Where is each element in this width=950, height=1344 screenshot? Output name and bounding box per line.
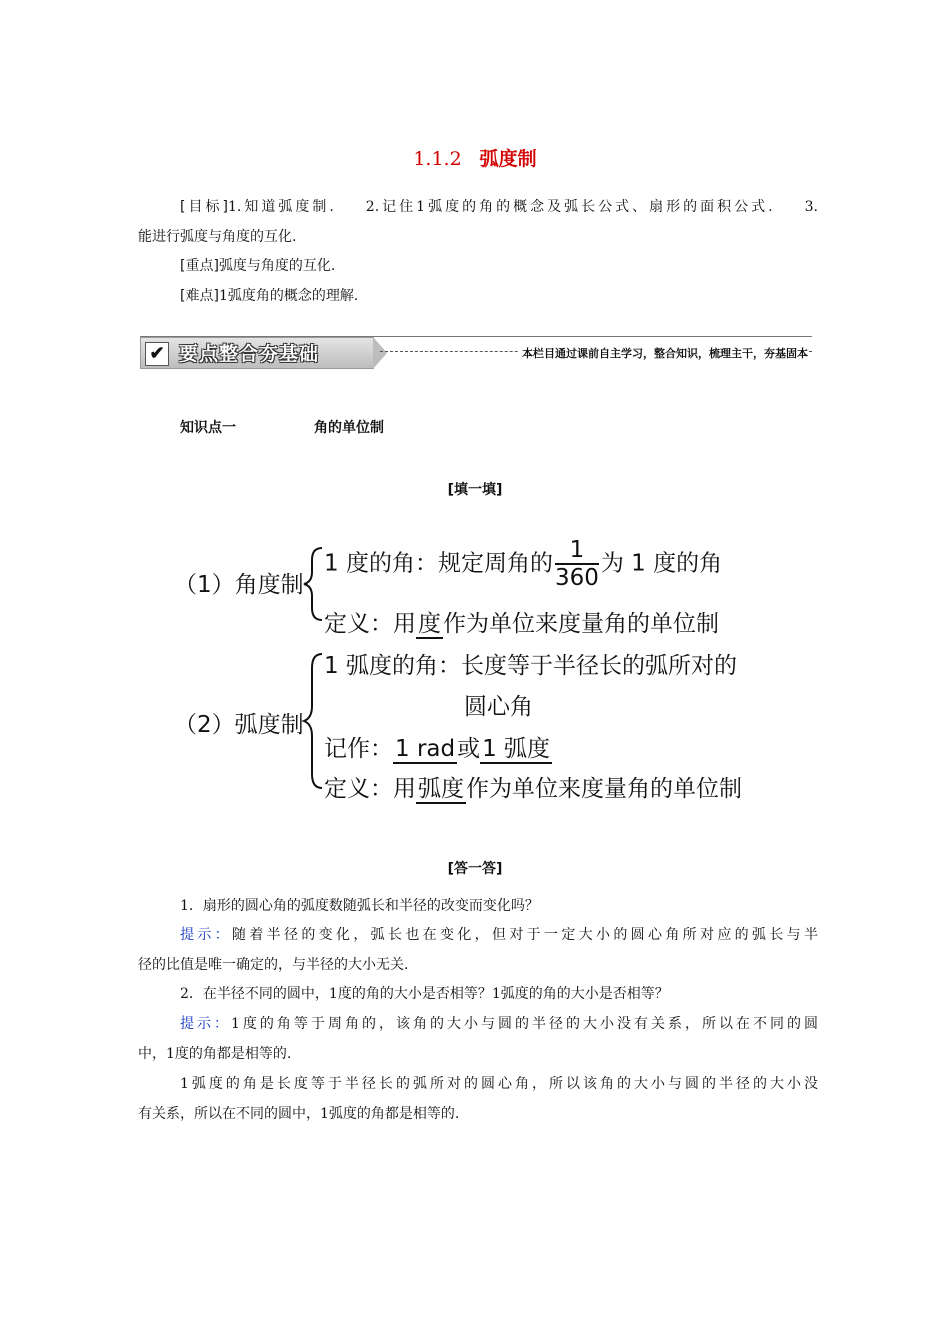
target-3-num: 3. [804, 199, 818, 215]
radian-system-label: （2）弧度制 [174, 712, 304, 738]
difficulty-line [138, 281, 818, 311]
fraction-1-360 [555, 537, 599, 591]
section-topic: 角的单位制 [314, 420, 384, 436]
banner-note: 本栏目通过课前自主学习，整合知识，梳理主干，夯基固本 [518, 345, 808, 361]
answer-1-text-1: 随着半径的变化，弧长也在变化，但对于一定大小的圆心角所对应的弧长与半 [232, 927, 818, 943]
answer-heading: [答一答] [447, 861, 503, 877]
radian-item-3-post: 作为单位来度量角的单位制 [466, 776, 742, 802]
radian-item-2-pre: 记作： [324, 736, 393, 762]
goals-block [138, 192, 818, 222]
answer-1-line-2: 径的比值是唯一确定的，与半径的大小无关. [138, 957, 409, 973]
section-banner [140, 337, 812, 369]
degree-system-label: （1）角度制 [174, 572, 304, 598]
check-icon: ✔ [145, 342, 169, 366]
banner-label: 要点整合夯基础 [179, 343, 320, 365]
target-1: 1.知道弧度制. [227, 199, 334, 215]
degree-item-1 [324, 537, 722, 591]
target-line [138, 192, 818, 222]
hint-label-1: 提示： [180, 927, 232, 943]
radian-item-3 [324, 770, 742, 803]
radian-item-3-pre: 定义：用 [324, 776, 416, 802]
radian-item-1-line-2: 圆心角 [464, 694, 533, 720]
title-number: 1.1.2 [413, 148, 462, 170]
degree-item-1-pre: 1 度的角：规定周角的 [324, 550, 553, 577]
radian-item-2-mid: 或 [457, 736, 481, 762]
degree-item-2 [324, 605, 719, 638]
radian-item-2-blank-2: 1 弧度 [482, 736, 551, 762]
answer-3-line-1: 1弧度的角是长度等于半径长的弧所对的圆心角，所以该角的大小与圆的半径的大小没 [180, 1076, 818, 1092]
degree-item-2-pre: 定义：用 [324, 611, 416, 637]
key-line [138, 251, 818, 281]
page-title [0, 144, 950, 171]
question-1: 1．扇形的圆心角的弧度数随弧长和半径的改变而变化吗？ [180, 898, 539, 914]
answer-2-text-1: 1度的角等于周角的，该角的大小与圆的半径的大小没有关系，所以在不同的圆 [231, 1016, 819, 1032]
title-text: 弧度制 [479, 148, 537, 170]
question-2: 2．在半径不同的圆中，1度的角的大小是否相等？1弧度的角的大小是否相等？ [180, 986, 669, 1002]
difficulty-text: 1弧度角的概念的理解. [218, 288, 359, 304]
target-2: 2.记住1弧度的角的概念及弧长公式、扇形的面积公式. [365, 199, 773, 215]
banner-box [140, 337, 374, 369]
radian-item-1-line-1: 1 弧度的角：长度等于半径长的弧所对的 [324, 653, 737, 679]
key-text: 弧度与角度的互化. [218, 258, 336, 274]
section-label: 知识点一 [180, 420, 236, 436]
answer-1-line-1 [138, 920, 818, 950]
radian-item-3-blank: 弧度 [418, 776, 464, 802]
fraction-denominator: 360 [554, 565, 599, 591]
fill-heading: [填一填] [447, 482, 503, 498]
degree-item-1-post: 为 1 度的角 [600, 550, 723, 577]
difficulty-tag: [难点] [180, 288, 219, 304]
hint-label-2: 提示： [180, 1016, 232, 1032]
fraction-numerator: 1 [555, 537, 599, 565]
degree-item-2-blank: 度 [418, 611, 441, 637]
target-3-line: 能进行弧度与角度的互化. [138, 229, 297, 245]
radian-item-2 [324, 730, 552, 763]
answer-2-line-2: 中，1度的角都是相等的. [138, 1046, 292, 1062]
answer-3-line-2: 有关系，所以在不同的圆中，1弧度的角都是相等的. [138, 1106, 460, 1122]
degree-item-2-post: 作为单位来度量角的单位制 [443, 611, 719, 637]
radian-item-2-blank-1: 1 rad [395, 736, 456, 762]
key-tag: [重点] [180, 258, 219, 274]
target-tag: [目标] [180, 199, 228, 215]
answer-2-line-1 [138, 1009, 818, 1039]
